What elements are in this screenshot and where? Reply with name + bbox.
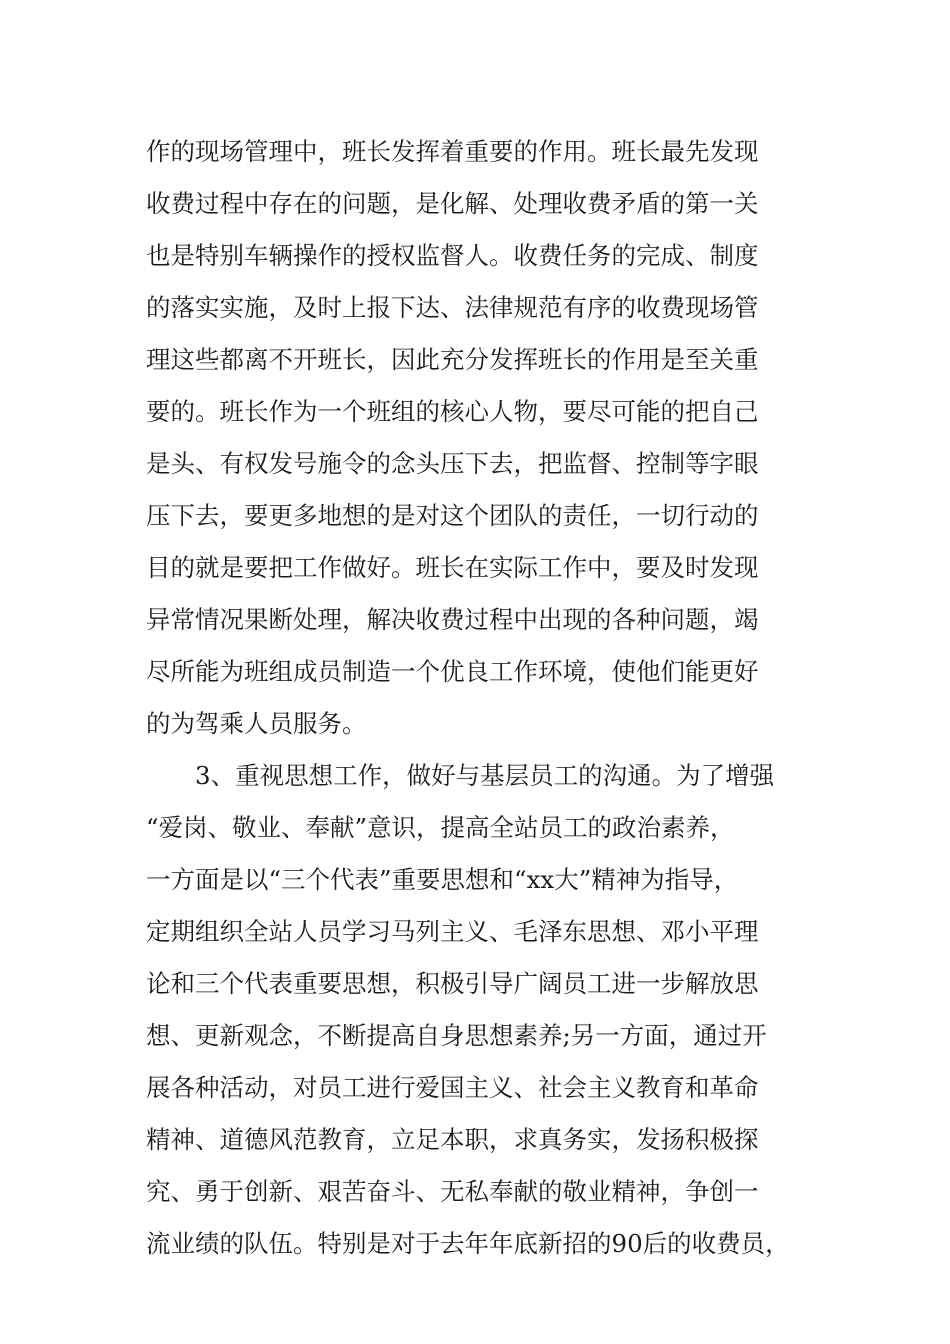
text-line: 的为驾乘人员服务。	[146, 709, 367, 738]
text-line: 尽所能为班组成员制造一个优良工作环境，使他们能更好	[146, 657, 759, 686]
text-line: 异常情况果断处理，解决收费过程中出现的各种问题，竭	[146, 605, 759, 634]
paragraph-start-line: 3、重视思想工作，做好与基层员工的沟通。为了增强	[195, 761, 775, 790]
text-line: 一方面是以“三个代表”重要思想和“xx大”精神为指导，	[146, 865, 739, 894]
text-line: 理这些都离不开班长，因此充分发挥班长的作用是至关重	[146, 345, 759, 374]
text-line: 流业绩的队伍。特别是对于去年年底新招的90后的收费员，	[146, 1229, 790, 1258]
text-line: 作的现场管理中，班长发挥着重要的作用。班长最先发现	[146, 137, 759, 166]
text-line: 展各种活动，对员工进行爱国主义、社会主义教育和革命	[146, 1073, 759, 1102]
text-line: 收费过程中存在的问题，是化解、处理收费矛盾的第一关	[146, 189, 759, 218]
document-body	[146, 126, 826, 1270]
text-line: 精神、道德风范教育，立足本职，求真务实，发扬积极探	[146, 1125, 759, 1154]
text-line: 也是特别车辆操作的授权监督人。收费任务的完成、制度	[146, 241, 759, 270]
text-line: “爱岗、敬业、奉献”意识，提高全站员工的政治素养，	[146, 813, 735, 842]
text-line: 定期组织全站人员学习马列主义、毛泽东思想、邓小平理	[146, 917, 759, 946]
text-line: 要的。班长作为一个班组的核心人物，要尽可能的把自己	[146, 397, 759, 426]
text-line: 究、勇于创新、艰苦奋斗、无私奉献的敬业精神，争创一	[146, 1177, 759, 1206]
text-line: 是头、有权发号施令的念头压下去，把监督、控制等字眼	[146, 449, 759, 478]
text-line: 想、更新观念，不断提高自身思想素养;另一方面，通过开	[146, 1021, 767, 1050]
text-line: 论和三个代表重要思想，积极引导广阔员工进一步解放思	[146, 969, 759, 998]
text-line: 压下去，要更多地想的是对这个团队的责任，一切行动的	[146, 501, 759, 530]
text-line: 目的就是要把工作做好。班长在实际工作中，要及时发现	[146, 553, 759, 582]
text-line: 的落实实施，及时上报下达、法律规范有序的收费现场管	[146, 293, 759, 322]
